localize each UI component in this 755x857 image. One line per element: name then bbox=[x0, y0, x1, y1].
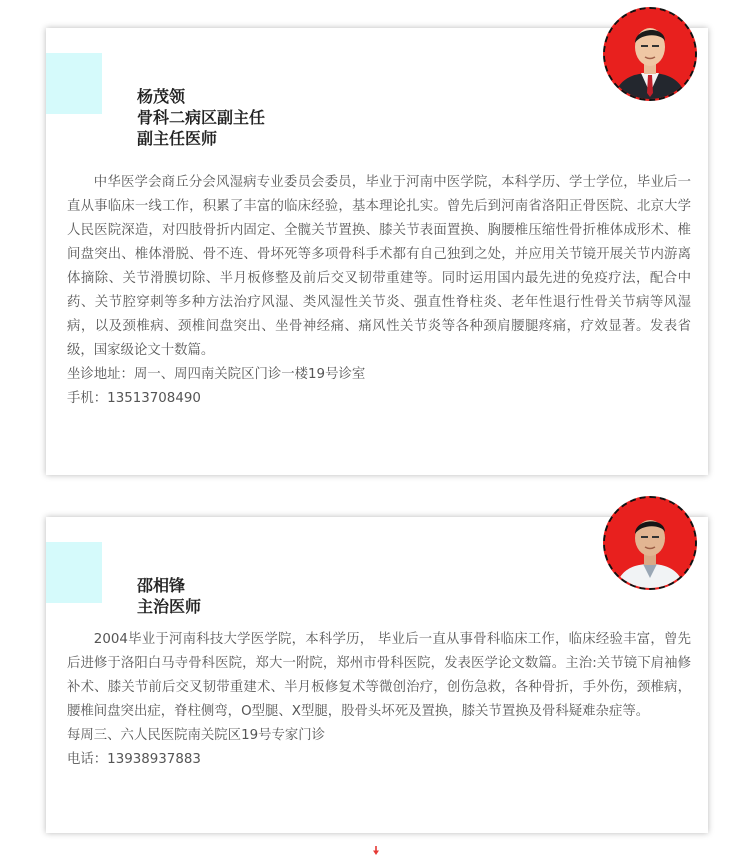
doctor-avatar bbox=[603, 7, 697, 101]
doctor-name: 邵相锋 bbox=[137, 576, 186, 595]
accent-block bbox=[46, 53, 102, 114]
doctor-bio: 2004毕业于河南科技大学医学院，本科学历， 毕业后一直从事骨科临床工作，临床经验丰富，曾先后进修于洛阳白马寺骨科医院，郑大一附院，郑州市骨科医院，发表医学论文数篇。主治:关节镜下肩袖修补术、膝关节前后交叉韧带重建术、半月板修复术等微创治疗，创伤急救，各种骨折，手外伤，颈椎病，腰椎间盘突出症，脊柱侧弯，O型腿、X型腿，股骨头坏死及置换，膝关节置换及骨科疑难杂症等。 bbox=[67, 632, 691, 719]
doctor-title: 副主任医师 bbox=[137, 129, 218, 148]
doctor-avatar bbox=[603, 496, 697, 590]
doctor-card bbox=[46, 28, 708, 475]
clinic-info: 每周三、六人民医院南关院区19号专家门诊 bbox=[67, 728, 326, 743]
doctor-header bbox=[137, 86, 265, 149]
doctor-name: 杨茂领 bbox=[137, 87, 186, 106]
doctor-header bbox=[137, 575, 201, 617]
phone-info: 手机：13513708490 bbox=[67, 391, 201, 406]
doctor-position: 骨科二病区副主任 bbox=[137, 108, 266, 127]
doctor-details bbox=[67, 628, 691, 772]
down-arrow-icon bbox=[373, 846, 379, 855]
doctor-title: 主治医师 bbox=[137, 597, 202, 616]
clinic-info: 坐诊地址：周一、周四南关院区门诊一楼19号诊室 bbox=[67, 367, 366, 382]
phone-info: 电话：13938937883 bbox=[67, 752, 201, 767]
doctor-bio: 中华医学会商丘分会风湿病专业委员会委员，毕业于河南中医学院，本科学历、学士学位，毕业后一直从事临床一线工作，积累了丰富的临床经验，基本理论扎实。曾先后到河南省洛阳正骨医院、北京大学人民医院深造，对四肢骨折内固定、全髋关节置换、膝关节表面置换、胸腰椎压缩性骨折椎体成形术、椎间盘突出、椎体滑脱、骨不连、骨坏死等多项骨科手术都有自己独到之处，并应用关节镜开展关节内游离体摘除、关节滑膜切除、半月板修整及前后交叉韧带重建等。同时运用国内最先进的免疫疗法，配合中药、关节腔穿刺等多种方法治疗风湿、类风湿性关节炎、强直性脊柱炎、老年性退行性骨关节病等风湿病，以及颈椎病、颈椎间盘突出、坐骨神经痛、痛风性关节炎等各种颈肩腰腿疼痛，疗效显著。发表省级，国家级论文十数篇。 bbox=[67, 175, 691, 358]
doctor-details bbox=[67, 171, 691, 411]
accent-block bbox=[46, 542, 102, 603]
